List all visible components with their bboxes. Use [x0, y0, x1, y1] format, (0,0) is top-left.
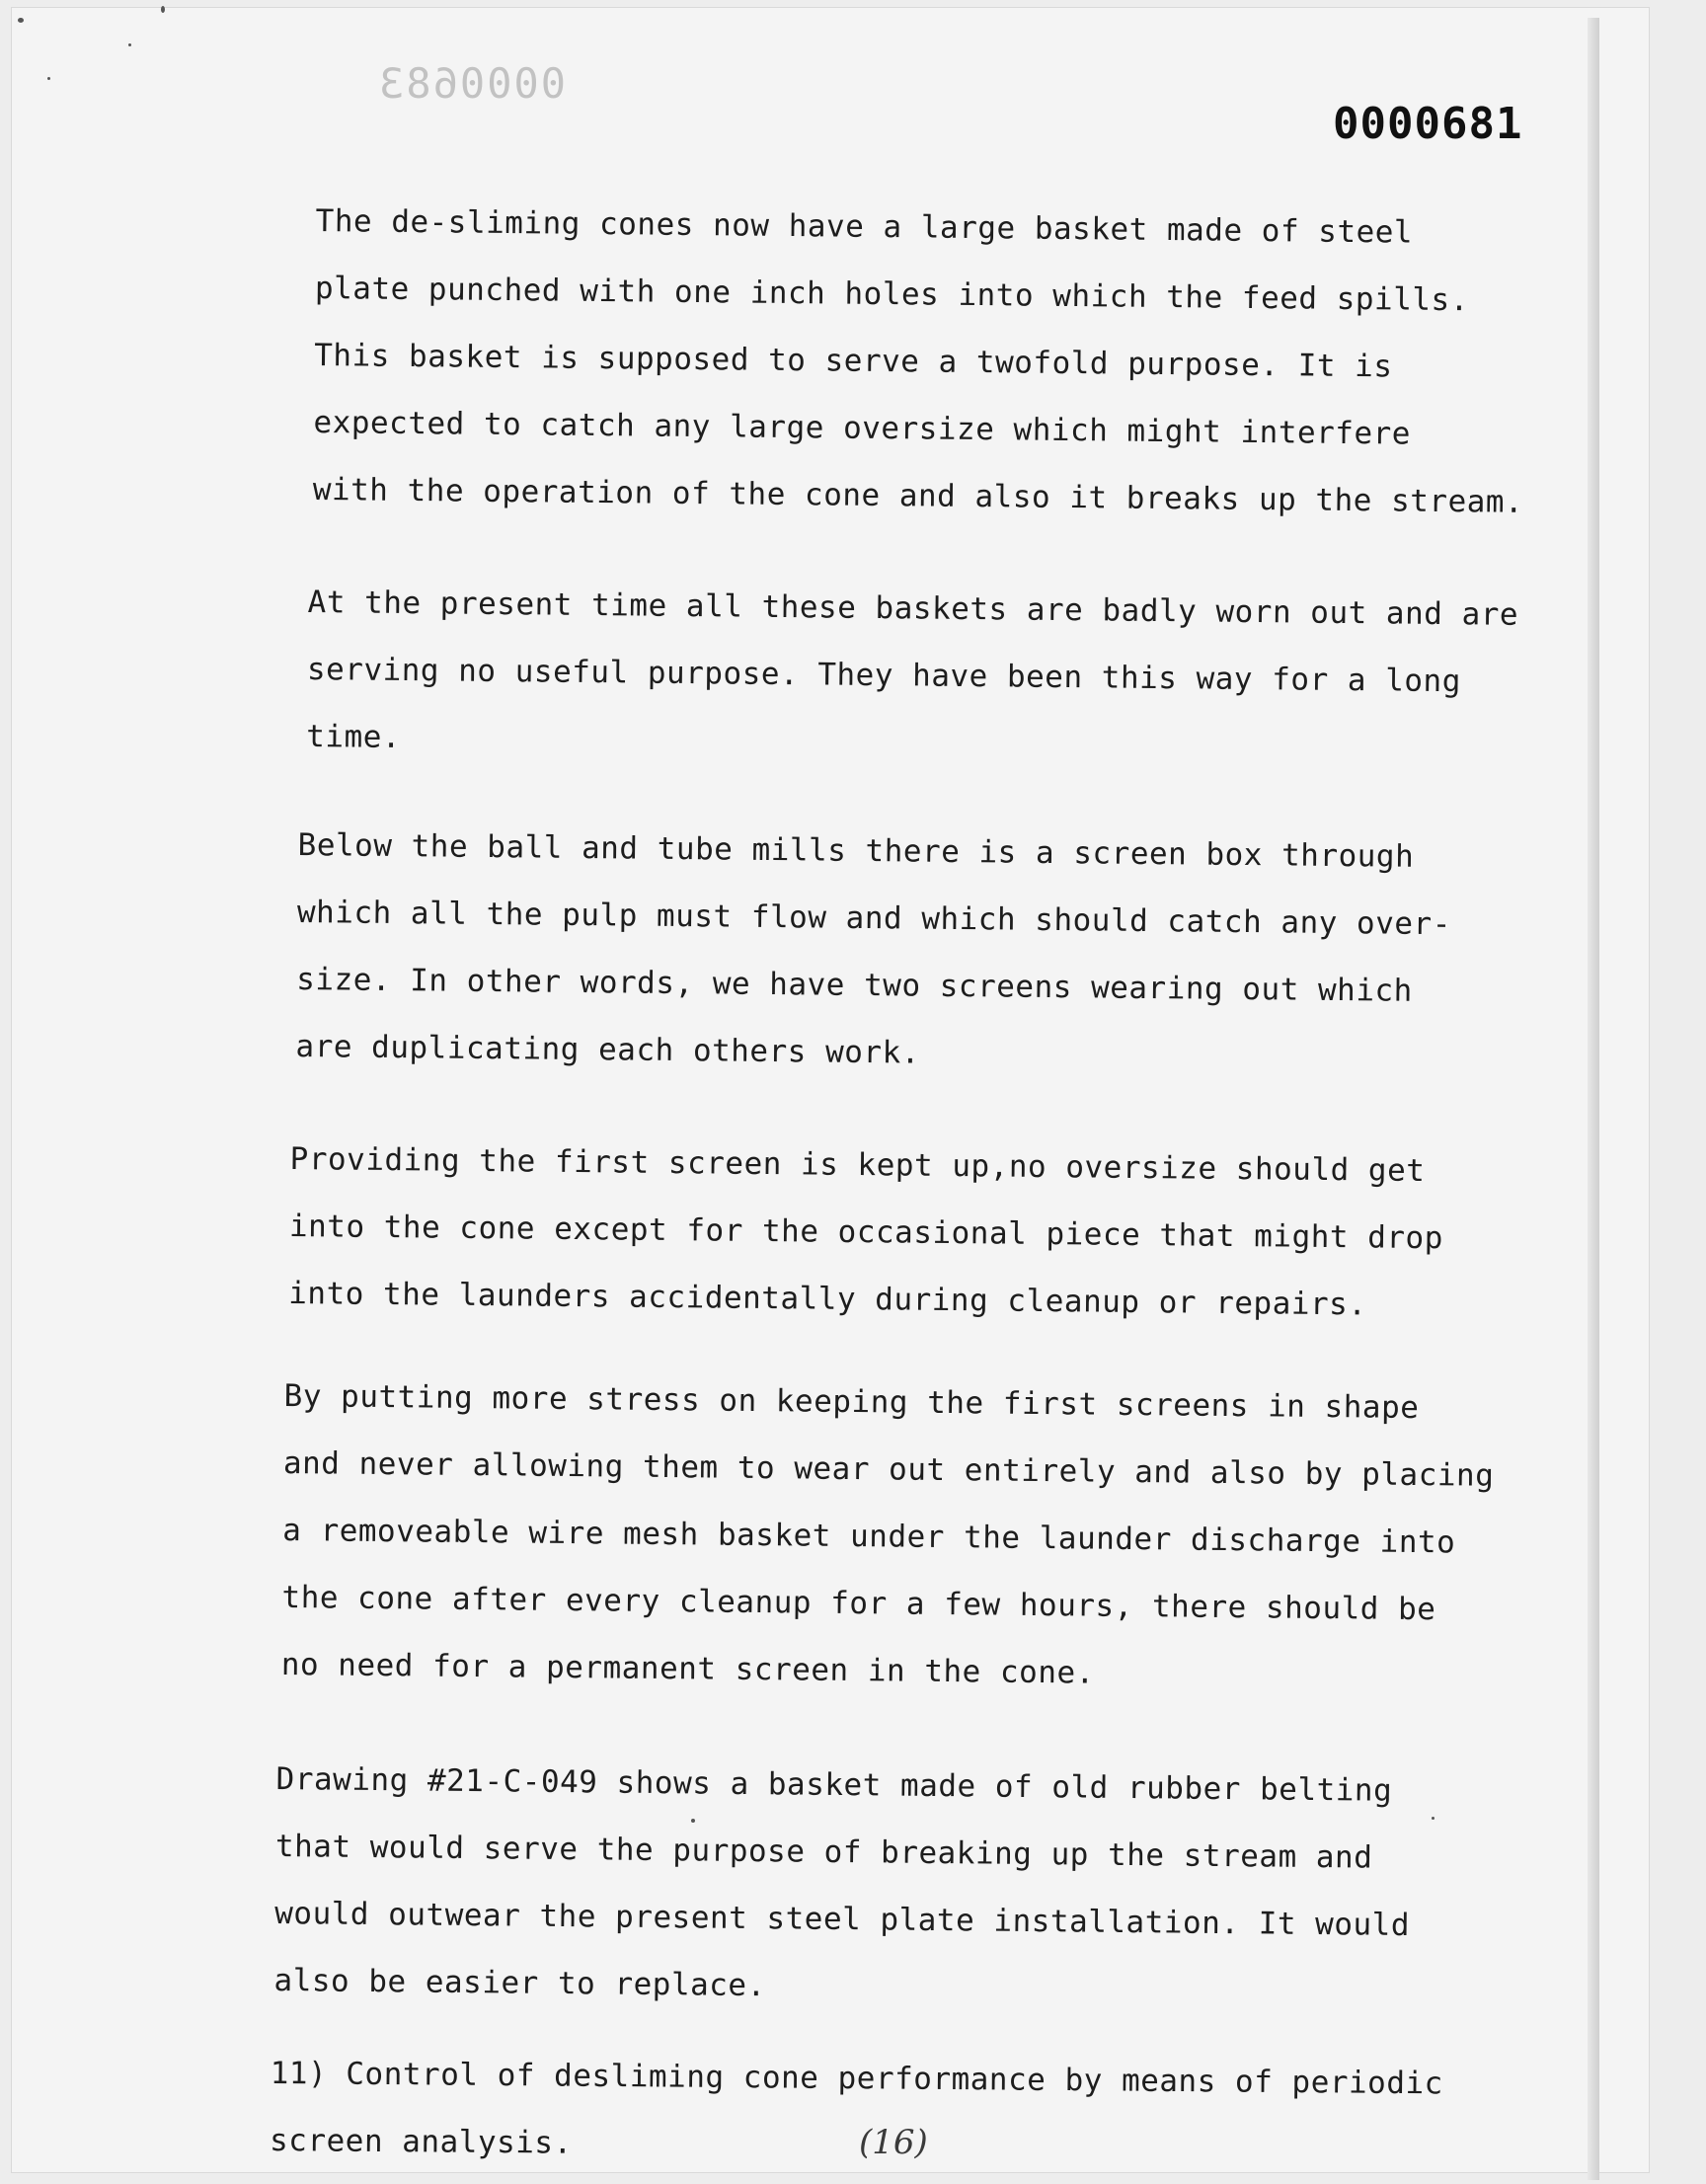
- text-line: would outwear the present steel plate installation. It would: [274, 1895, 1411, 1944]
- text-line: Below the ball and tube mills there is a screen box through: [297, 826, 1415, 875]
- text-line: This basket is supposed to serve a twofold purpose. It is: [314, 337, 1393, 385]
- text-line: screen analysis.: [269, 2122, 573, 2161]
- paragraph-screen-box: [295, 812, 1452, 1092]
- text-line: with the operation of the cone and also it breaks up the stream.: [312, 471, 1524, 520]
- document-id-number: 0000681: [1333, 99, 1523, 149]
- paragraph-desliming-cones: [312, 188, 1526, 536]
- paper-speck: [161, 6, 165, 13]
- text-line: serving no useful purpose. They have been this way for a long: [306, 651, 1462, 700]
- paragraph-worn-baskets: [306, 569, 1519, 783]
- text-line: 11) Control of desliming cone performance by means of periodic: [270, 2055, 1443, 2102]
- text-line: time.: [306, 718, 402, 755]
- paragraph-item-11: [270, 2040, 1443, 2184]
- paper-speck: [1432, 1817, 1435, 1820]
- paper-speck: [18, 18, 24, 23]
- paragraph-rubber-belting-drawing: [273, 1746, 1412, 2026]
- text-line: By putting more stress on keeping the first screens in shape: [283, 1377, 1420, 1427]
- text-line: into the launders accidentally during cleanup or repairs.: [288, 1275, 1367, 1323]
- text-line: into the cone except for the occasional piece that might drop: [288, 1208, 1444, 1257]
- text-line: that would serve the purpose of breaking up the stream and: [274, 1828, 1373, 1876]
- bleed-through-number: 0000683: [377, 59, 567, 108]
- text-line: At the present time all these baskets are badly worn out and are: [307, 584, 1519, 633]
- text-line: and never allowing them to wear out entirely and also by placing: [282, 1444, 1495, 1494]
- handwritten-page-number: (16): [859, 2123, 928, 2162]
- text-line: are duplicating each others work.: [295, 1028, 921, 1071]
- text-line: Drawing #21-C-049 shows a basket made of old rubber belting: [275, 1760, 1393, 1809]
- text-line: plate punched with one inch holes into which the feed spills.: [314, 270, 1470, 319]
- text-line: a removeable wire mesh basket under the launder discharge into: [282, 1512, 1456, 1561]
- text-line: which all the pulp must flow and which should catch any over-: [296, 894, 1452, 943]
- text-line: expected to catch any large oversize which might interfere: [313, 404, 1412, 452]
- text-line: also be easier to replace.: [273, 1962, 766, 2004]
- text-line: The de-sliming cones now have a large basket made of steel: [315, 202, 1414, 251]
- paper-speck: [128, 43, 131, 46]
- paragraph-wire-mesh-basket: [280, 1363, 1495, 1711]
- paragraph-first-screen: [288, 1126, 1444, 1339]
- text-line: the cone after every cleanup for a few hours, there should be: [281, 1579, 1436, 1628]
- paper-speck: [47, 77, 50, 80]
- text-line: Providing the first screen is kept up,no oversize should get: [289, 1140, 1426, 1190]
- page-edge-shadow: [1588, 18, 1599, 2180]
- text-line: no need for a permanent screen in the cone.: [280, 1646, 1095, 1691]
- text-line: size. In other words, we have two screens wearing out which: [296, 961, 1414, 1009]
